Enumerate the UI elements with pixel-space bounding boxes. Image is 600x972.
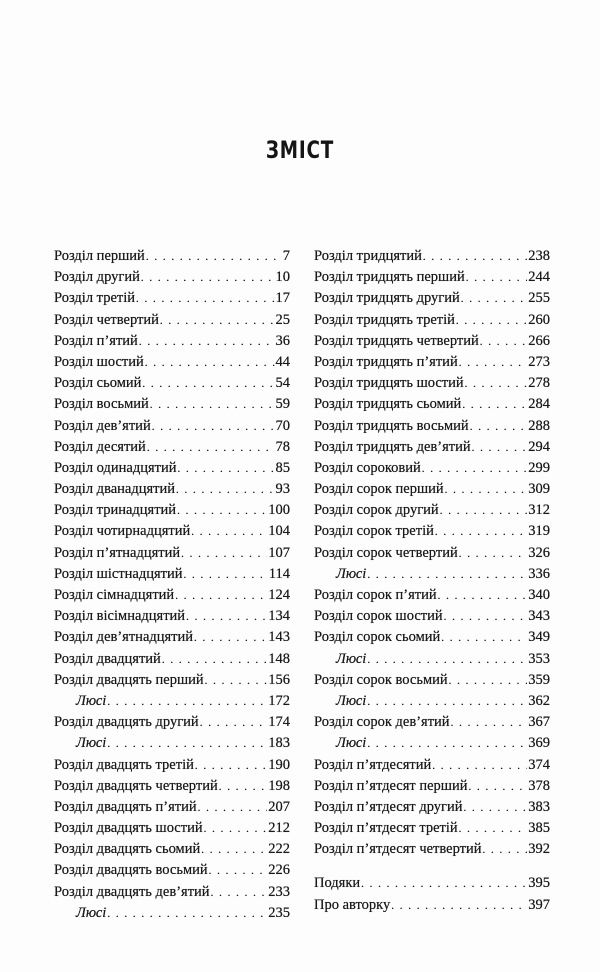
toc-entry-title: Розділ тридцять сьомий bbox=[314, 396, 462, 413]
toc-entry-title: Розділ тридцять восьмий bbox=[314, 417, 469, 434]
toc-entry-title: Розділ сорок перший bbox=[314, 481, 444, 498]
dot-leader bbox=[146, 251, 282, 263]
toc-entry bbox=[54, 862, 290, 883]
toc-entry bbox=[54, 820, 290, 841]
toc-entry-title: Розділ четвертий bbox=[54, 311, 159, 328]
toc-entry-title: Розділ дев’ятнадцятий bbox=[54, 629, 194, 646]
toc-entry-page: 44 bbox=[275, 353, 290, 370]
dot-leader bbox=[147, 442, 275, 454]
dot-leader bbox=[367, 654, 527, 666]
dot-leader bbox=[456, 315, 527, 327]
dot-leader bbox=[465, 378, 528, 390]
toc-entry-page: 336 bbox=[528, 565, 550, 582]
dot-leader bbox=[468, 781, 527, 793]
toc-entry-title: Розділ тридцятий bbox=[314, 248, 422, 264]
toc-entry-title: Розділ тридцять дев’ятий bbox=[314, 438, 471, 455]
toc-entry-title: Розділ сорок п’ятий bbox=[314, 587, 437, 603]
toc-entry-title: Розділ дев’ятий bbox=[54, 417, 151, 434]
toc-entry bbox=[54, 248, 290, 269]
dot-leader bbox=[175, 590, 267, 602]
toc-entry-title: Розділ п’ятдесят четвертий bbox=[314, 841, 482, 858]
toc-entry bbox=[54, 714, 290, 735]
toc-entry bbox=[314, 693, 550, 714]
dot-leader bbox=[181, 548, 267, 560]
dot-leader bbox=[444, 611, 528, 623]
dot-leader bbox=[186, 611, 267, 623]
page-title: ЗМІСТ bbox=[265, 136, 335, 164]
toc-entry-page: 273 bbox=[528, 353, 550, 370]
dot-leader bbox=[209, 865, 268, 877]
dot-leader bbox=[470, 421, 528, 433]
toc-entry bbox=[314, 545, 550, 566]
toc-entry bbox=[314, 248, 550, 269]
toc-entry-title: Розділ тридцять третій bbox=[314, 311, 455, 328]
toc-entry-page: 198 bbox=[268, 777, 290, 794]
toc-entry bbox=[54, 290, 290, 311]
toc-entry bbox=[54, 396, 290, 417]
toc-entry bbox=[54, 269, 290, 290]
dot-leader bbox=[107, 738, 267, 750]
toc-entry-title: Розділ п’ятдесят перший bbox=[314, 777, 468, 794]
toc-entry-page: 260 bbox=[528, 311, 550, 328]
toc-entry bbox=[54, 672, 290, 693]
toc-entry-title: Розділ перший bbox=[54, 248, 145, 264]
toc-entry-title: Розділ сороковий bbox=[314, 459, 421, 476]
dot-leader bbox=[463, 802, 527, 814]
dot-leader bbox=[136, 293, 274, 305]
toc-entry-title: Розділ сорок шостий bbox=[314, 608, 443, 625]
toc-entry-title: Розділ двадцять перший bbox=[54, 671, 204, 688]
toc-entry-page: 362 bbox=[528, 692, 550, 709]
dot-leader bbox=[176, 484, 274, 496]
toc-entry-page: 309 bbox=[528, 481, 550, 498]
dot-leader bbox=[219, 781, 268, 793]
toc-entry-page: 100 bbox=[268, 502, 290, 519]
dot-leader bbox=[440, 505, 528, 517]
toc-entry-page: 174 bbox=[268, 714, 290, 731]
spacer bbox=[314, 862, 550, 875]
toc-entry-title: Розділ сьомий bbox=[54, 375, 142, 392]
toc-entry-title: Розділ сорок третій bbox=[314, 523, 434, 540]
toc-entry-title: Люсі bbox=[76, 735, 107, 752]
toc-entry bbox=[54, 841, 290, 862]
toc-entry-title: Розділ десятий bbox=[54, 438, 146, 455]
toc-entry bbox=[314, 629, 550, 650]
toc-entry bbox=[314, 735, 550, 756]
dot-leader bbox=[201, 844, 267, 856]
toc-entry bbox=[54, 693, 290, 714]
toc-entry-title: Люсі bbox=[336, 650, 367, 667]
toc-entry-page: 255 bbox=[528, 290, 550, 307]
dot-leader bbox=[445, 484, 528, 496]
dot-leader bbox=[150, 399, 275, 411]
toc-entry-page: 143 bbox=[268, 629, 290, 646]
toc-entry-title: Люсі bbox=[336, 692, 367, 709]
dot-leader bbox=[459, 823, 528, 835]
toc-entry bbox=[314, 714, 550, 735]
dot-leader bbox=[423, 251, 527, 263]
toc-entry-page: 397 bbox=[528, 896, 550, 913]
dot-leader bbox=[462, 399, 527, 411]
toc-entry-page: 183 bbox=[268, 735, 290, 752]
toc-entry bbox=[314, 841, 550, 862]
toc-entry-page: 156 bbox=[268, 671, 290, 688]
toc-entry-page: 340 bbox=[528, 587, 550, 603]
toc-entry-title: Розділ п’ятий bbox=[54, 332, 138, 349]
toc-entry-page: 36 bbox=[275, 332, 290, 349]
dot-leader bbox=[195, 760, 267, 772]
toc-entry-page: 343 bbox=[528, 608, 550, 625]
toc-entry bbox=[54, 502, 290, 523]
dot-leader bbox=[391, 900, 527, 912]
dot-leader bbox=[204, 823, 268, 835]
dot-leader bbox=[461, 293, 528, 305]
toc-entry-title: Розділ п’ятнадцятий bbox=[54, 544, 181, 561]
toc-entry bbox=[314, 354, 550, 375]
toc-entry bbox=[314, 460, 550, 481]
toc-entry bbox=[54, 460, 290, 481]
dot-leader bbox=[205, 675, 268, 687]
toc-entry bbox=[314, 672, 550, 693]
toc-entry-title: Розділ восьмий bbox=[54, 396, 149, 413]
toc-entry bbox=[54, 481, 290, 502]
toc-right-column bbox=[314, 248, 550, 918]
dot-leader bbox=[142, 378, 274, 390]
dot-leader bbox=[191, 526, 267, 538]
dot-leader bbox=[483, 844, 528, 856]
toc-entry-title: Люсі bbox=[76, 904, 107, 921]
toc-entry-title: Розділ сорок другий bbox=[314, 502, 439, 519]
toc-entry bbox=[54, 418, 290, 439]
toc-entry bbox=[314, 333, 550, 354]
toc-entry bbox=[314, 566, 550, 587]
dot-leader bbox=[459, 548, 528, 560]
toc-entry bbox=[314, 651, 550, 672]
toc-entry-page: 238 bbox=[528, 248, 550, 264]
toc-entry-title: Люсі bbox=[336, 735, 367, 752]
toc-left-column bbox=[54, 248, 290, 926]
dot-leader bbox=[177, 505, 267, 517]
toc-entry bbox=[54, 587, 290, 608]
toc-entry bbox=[314, 396, 550, 417]
toc-entry-title: Розділ сімнадцятий bbox=[54, 587, 175, 603]
toc-entry bbox=[54, 778, 290, 799]
toc-entry-title: Розділ дванадцятий bbox=[54, 481, 176, 498]
toc-entry-page: 284 bbox=[528, 396, 550, 413]
dot-leader bbox=[449, 675, 528, 687]
toc-entry-title: Розділ шістнадцятий bbox=[54, 565, 183, 582]
toc-entry-page: 319 bbox=[528, 523, 550, 540]
toc-entry bbox=[314, 757, 550, 778]
dot-leader bbox=[367, 738, 527, 750]
dot-leader bbox=[367, 696, 527, 708]
dot-leader bbox=[198, 802, 268, 814]
toc-entry-title: Розділ двадцять восьмий bbox=[54, 862, 208, 879]
toc-entry-title: Розділ тридцять перший bbox=[314, 269, 465, 286]
toc-entry-title: Розділ сорок четвертий bbox=[314, 544, 458, 561]
toc-entry-page: 395 bbox=[528, 875, 550, 892]
toc-entry-page: 190 bbox=[268, 756, 290, 773]
toc-entry bbox=[314, 897, 550, 918]
dot-leader bbox=[200, 717, 268, 729]
toc-entry-page: 222 bbox=[268, 841, 290, 858]
dot-leader bbox=[361, 878, 527, 890]
dot-leader bbox=[178, 463, 275, 475]
dot-leader bbox=[459, 357, 528, 369]
dot-leader bbox=[367, 569, 527, 581]
toc-entry-title: Розділ двадцять сьомий bbox=[54, 841, 201, 858]
toc-entry-page: 85 bbox=[275, 459, 290, 476]
toc-entry-page: 288 bbox=[528, 417, 550, 434]
toc-entry-page: 7 bbox=[282, 248, 290, 264]
toc-entry-page: 326 bbox=[528, 544, 550, 561]
toc-entry bbox=[314, 375, 550, 396]
dot-leader bbox=[194, 632, 267, 644]
toc-entry-page: 374 bbox=[528, 756, 550, 773]
dot-leader bbox=[422, 463, 527, 475]
toc-entry bbox=[54, 354, 290, 375]
toc-entry bbox=[314, 481, 550, 502]
dot-leader bbox=[472, 442, 528, 454]
toc-entry-page: 207 bbox=[268, 798, 290, 815]
toc-entry bbox=[54, 566, 290, 587]
toc-entry bbox=[54, 905, 290, 926]
toc-entry bbox=[314, 418, 550, 439]
toc-entry-page: 25 bbox=[275, 311, 290, 328]
toc-entry-page: 266 bbox=[528, 332, 550, 349]
toc-entry-title: Розділ двадцять четвертий bbox=[54, 777, 218, 794]
toc-entry bbox=[314, 820, 550, 841]
dot-leader bbox=[152, 421, 275, 433]
dot-leader bbox=[107, 908, 267, 920]
toc-entry-page: 10 bbox=[275, 269, 290, 286]
toc-entry-title: Розділ двадцять третій bbox=[54, 756, 194, 773]
toc-entry-page: 353 bbox=[528, 650, 550, 667]
toc-entry bbox=[54, 333, 290, 354]
toc-entry bbox=[54, 884, 290, 905]
dot-leader bbox=[145, 357, 275, 369]
toc-entry-page: 359 bbox=[528, 671, 550, 688]
toc-entry bbox=[54, 375, 290, 396]
toc-entry-title: Розділ шостий bbox=[54, 353, 144, 370]
dot-leader bbox=[141, 272, 275, 284]
dot-leader bbox=[451, 717, 528, 729]
toc-entry-title: Розділ п’ятдесят другий bbox=[314, 798, 463, 815]
dot-leader bbox=[480, 336, 527, 348]
toc-entry-title: Розділ двадцятий bbox=[54, 650, 161, 667]
toc-entry-page: 70 bbox=[275, 417, 290, 434]
toc-entry-title: Про авторку bbox=[314, 896, 391, 913]
toc-entry-title: Розділ тридцять четвертий bbox=[314, 332, 479, 349]
toc-entry bbox=[314, 312, 550, 333]
toc-entry-page: 233 bbox=[268, 883, 290, 900]
toc-entry-title: Розділ сорок сьомий bbox=[314, 629, 441, 646]
dot-leader bbox=[162, 654, 267, 666]
toc-entry-title: Розділ двадцять шостий bbox=[54, 820, 203, 837]
toc-entry bbox=[314, 778, 550, 799]
toc-entry-page: 212 bbox=[268, 820, 290, 837]
toc-entry bbox=[314, 439, 550, 460]
toc-entry bbox=[54, 651, 290, 672]
toc-entry bbox=[54, 312, 290, 333]
toc-entry-page: 349 bbox=[528, 629, 550, 646]
toc-entry-title: Розділ сорок дев’ятий bbox=[314, 714, 450, 731]
toc-entry-title: Розділ другий bbox=[54, 269, 140, 286]
toc-entry-title: Розділ тридцять шостий bbox=[314, 375, 464, 392]
toc-entry-title: Розділ чотирнадцятий bbox=[54, 523, 191, 540]
toc-entry bbox=[314, 608, 550, 629]
toc-entry-page: 278 bbox=[528, 375, 550, 392]
toc-entry bbox=[54, 799, 290, 820]
toc-entry bbox=[314, 799, 550, 820]
toc-entry-page: 59 bbox=[275, 396, 290, 413]
toc-entry-page: 383 bbox=[528, 798, 550, 815]
toc-entry-title: Подяки bbox=[314, 875, 361, 892]
toc-entry-title: Розділ тринадцятий bbox=[54, 502, 177, 519]
toc-entry-title: Люсі bbox=[336, 565, 367, 582]
toc-entry bbox=[54, 545, 290, 566]
toc-entry bbox=[54, 757, 290, 778]
toc-entry-page: 93 bbox=[275, 481, 290, 498]
toc-entry bbox=[314, 290, 550, 311]
toc-entry-page: 378 bbox=[528, 777, 550, 794]
toc-entry-title: Розділ двадцять другий bbox=[54, 714, 199, 731]
toc-entry-title: Розділ сорок восьмий bbox=[314, 671, 448, 688]
dot-leader bbox=[466, 272, 528, 284]
toc-entry-title: Розділ одинадцятий bbox=[54, 459, 177, 476]
toc-entry-page: 299 bbox=[528, 459, 550, 476]
toc-entry-page: 124 bbox=[268, 587, 290, 603]
toc-entry-title: Розділ вісімнадцятий bbox=[54, 608, 186, 625]
toc-entry-title: Розділ п’ятдесятий bbox=[314, 756, 432, 773]
toc-entry bbox=[54, 735, 290, 756]
toc-entry-page: 78 bbox=[275, 438, 290, 455]
toc-entry-page: 312 bbox=[528, 502, 550, 519]
dot-leader bbox=[432, 760, 527, 772]
toc-entry bbox=[54, 439, 290, 460]
toc-entry-page: 172 bbox=[268, 692, 290, 709]
toc-entry-title: Люсі bbox=[76, 692, 107, 709]
toc-entry-title: Розділ тридцять другий bbox=[314, 290, 460, 307]
dot-leader bbox=[139, 336, 275, 348]
toc-entry-title: Розділ двадцять п’ятий bbox=[54, 798, 197, 815]
toc-entry bbox=[54, 608, 290, 629]
toc-entry-page: 367 bbox=[528, 714, 550, 731]
toc-entry-page: 369 bbox=[528, 735, 550, 752]
toc-entry-page: 235 bbox=[268, 904, 290, 921]
toc-entry-title: Розділ двадцять дев’ятий bbox=[54, 883, 210, 900]
toc-entry bbox=[54, 629, 290, 650]
toc-entry-page: 134 bbox=[268, 608, 290, 625]
toc-entry bbox=[314, 587, 550, 608]
toc-entry-title: Розділ тридцять п’ятий bbox=[314, 353, 458, 370]
dot-leader bbox=[107, 696, 267, 708]
dot-leader bbox=[211, 887, 268, 899]
toc-entry-page: 392 bbox=[528, 841, 550, 858]
toc-entry-page: 104 bbox=[268, 523, 290, 540]
toc-entry-title: Розділ п’ятдесят третій bbox=[314, 820, 458, 837]
dot-leader bbox=[438, 590, 528, 602]
toc-entry-page: 385 bbox=[528, 820, 550, 837]
toc-entry bbox=[314, 502, 550, 523]
toc-entry-page: 114 bbox=[268, 565, 290, 582]
toc-entry bbox=[314, 269, 550, 290]
dot-leader bbox=[441, 632, 527, 644]
toc-entry-page: 54 bbox=[275, 375, 290, 392]
toc-entry bbox=[314, 875, 550, 896]
toc-entry-page: 244 bbox=[528, 269, 550, 286]
toc-entry bbox=[314, 523, 550, 544]
dot-leader bbox=[435, 526, 527, 538]
toc-entry-page: 226 bbox=[268, 862, 290, 879]
toc-entry-title: Розділ третій bbox=[54, 290, 136, 307]
toc-entry bbox=[54, 523, 290, 544]
toc-entry-page: 107 bbox=[268, 544, 290, 561]
dot-leader bbox=[160, 315, 275, 327]
toc-entry-page: 17 bbox=[275, 290, 290, 307]
dot-leader bbox=[184, 569, 268, 581]
toc-entry-page: 148 bbox=[268, 650, 290, 667]
toc-entry-page: 294 bbox=[528, 438, 550, 455]
